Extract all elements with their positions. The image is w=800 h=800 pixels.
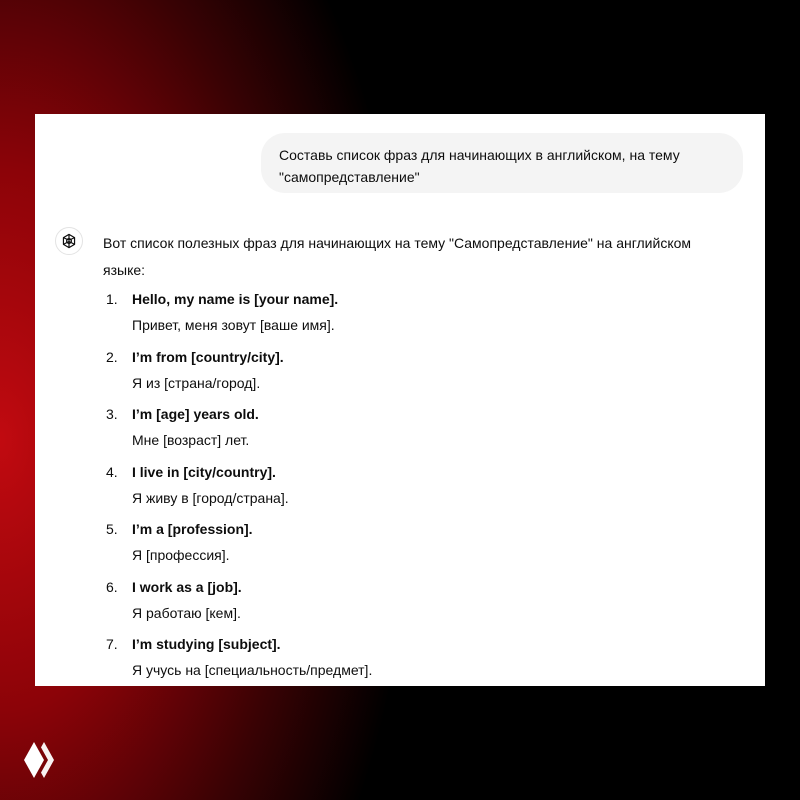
diamond-logo-icon — [24, 742, 56, 783]
list-item — [103, 632, 743, 686]
chat-card — [35, 114, 765, 686]
list-item-number: 5. — [106, 521, 118, 537]
list-item-number: 2. — [106, 348, 118, 365]
assistant-intro-line-1: Вот список полезных фраз для начинающих на тему "Самопредставление" на английском — [103, 235, 692, 251]
list-item-number: 4. — [106, 463, 118, 480]
user-message-line-2: "самопредставление" — [279, 169, 420, 185]
english-phrase: I’m from [country/city]. — [132, 348, 284, 365]
phrase-list — [103, 287, 743, 686]
english-phrase: I’m studying [subject]. — [132, 636, 281, 652]
list-item — [103, 345, 743, 403]
list-item-number: 7. — [106, 636, 118, 652]
openai-logo-icon — [60, 232, 78, 250]
user-message-line-1: Составь список фраз для начинающих в английском, на тему — [279, 147, 680, 163]
russian-translation: Я из [страна/город]. — [132, 374, 261, 391]
russian-translation: Привет, меня зовут [ваше имя]. — [132, 317, 335, 333]
assistant-avatar — [55, 227, 83, 255]
russian-translation: Я [профессия]. — [132, 547, 230, 563]
list-item — [103, 517, 743, 575]
user-message-bubble — [261, 133, 743, 193]
assistant-intro — [103, 230, 743, 284]
russian-translation: Я учусь на [специальность/предмет]. — [132, 662, 373, 678]
russian-translation: Мне [возраст] лет. — [132, 432, 250, 448]
list-item-number: 3. — [106, 406, 118, 422]
russian-translation: Я живу в [город/страна]. — [132, 489, 289, 506]
list-item — [103, 402, 743, 460]
list-item-number: 6. — [106, 578, 118, 595]
list-item — [103, 575, 743, 633]
english-phrase: I’m [age] years old. — [132, 406, 259, 422]
list-item — [103, 460, 743, 518]
assistant-intro-line-2: языке: — [103, 262, 146, 278]
russian-translation: Я работаю [кем]. — [132, 604, 241, 621]
english-phrase: Hello, my name is [your name]. — [132, 291, 339, 307]
english-phrase: I live in [city/country]. — [132, 463, 276, 480]
list-item-number: 1. — [106, 291, 118, 307]
list-item — [103, 287, 743, 345]
english-phrase: I work as a [job]. — [132, 578, 242, 595]
english-phrase: I’m a [profession]. — [132, 521, 253, 537]
